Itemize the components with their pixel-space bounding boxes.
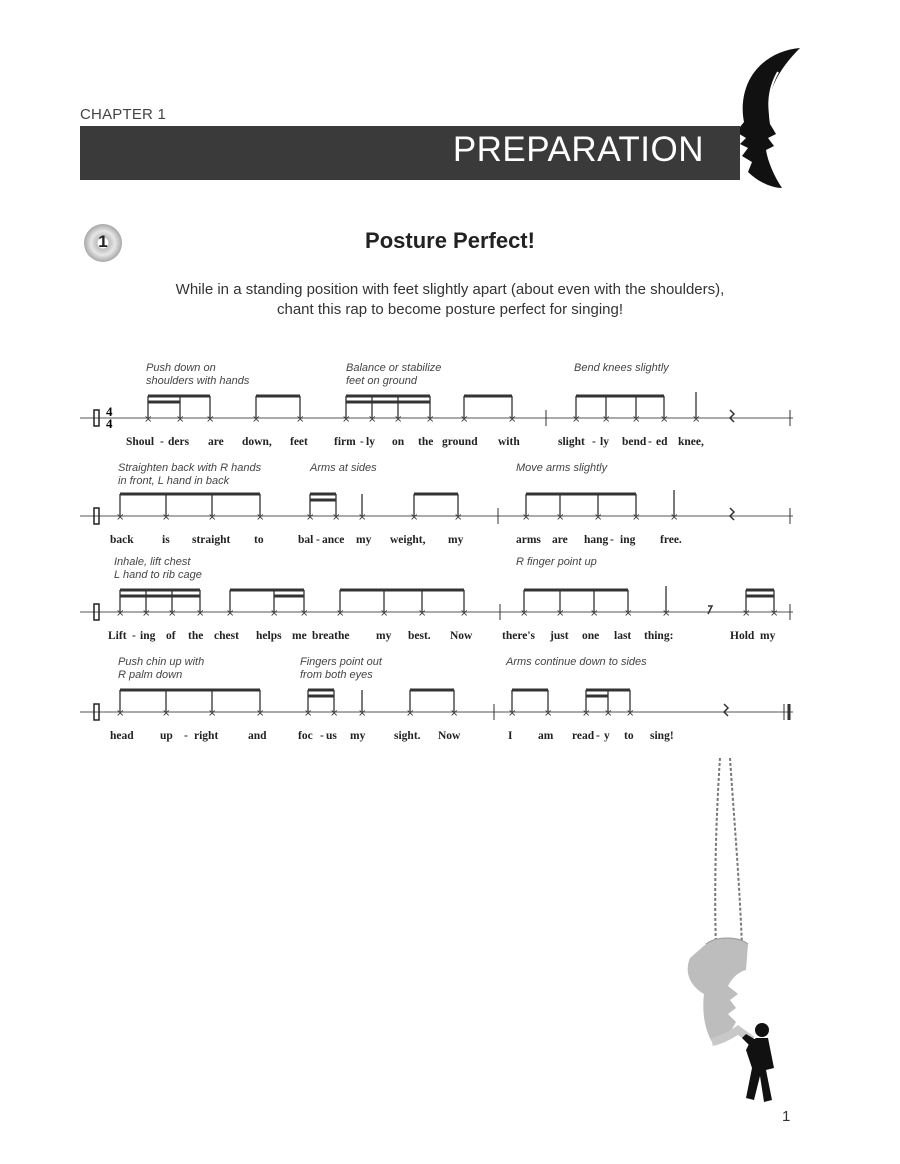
svg-text:×: ×	[336, 608, 345, 619]
section-title: Posture Perfect!	[365, 228, 535, 253]
svg-text:×: ×	[208, 512, 217, 523]
svg-text:×: ×	[256, 708, 265, 719]
svg-text:×: ×	[358, 708, 367, 719]
lyric-hyphen: -	[132, 630, 136, 642]
music-system-2	[80, 460, 795, 560]
svg-text:×: ×	[332, 512, 341, 523]
lyric-syllable: feet	[290, 436, 308, 448]
stage-direction: Inhale, lift chest L hand to rib cage	[114, 556, 202, 581]
svg-text:×: ×	[162, 708, 171, 719]
svg-text:×: ×	[602, 414, 611, 425]
svg-text:×: ×	[594, 512, 603, 523]
svg-text:×: ×	[116, 608, 125, 619]
instruction-line-1: While in a standing position with feet slightly apart (about even with the shoulders),	[175, 281, 725, 298]
lyric-syllable: Now	[438, 730, 461, 742]
stage-direction: Arms at sides	[310, 462, 377, 474]
lyric-syllable: ing	[620, 534, 636, 546]
lyric-syllable: on	[392, 436, 405, 448]
lyric-syllable: and	[248, 730, 267, 742]
svg-text:×: ×	[144, 414, 153, 425]
rhythm-staff	[80, 460, 795, 540]
svg-text:×: ×	[208, 708, 217, 719]
lyric-syllable: ders	[168, 436, 190, 448]
stage-direction: Balance or stabilize feet on ground	[346, 362, 442, 387]
lyric-syllable: Lift	[108, 630, 127, 642]
lyric-syllable: ing	[140, 630, 156, 642]
lyric-syllable: to	[254, 534, 264, 546]
stage-direction: Bend knees slightly	[574, 362, 669, 374]
lyric-syllable: to	[624, 730, 634, 742]
lyric-syllable: there's	[502, 630, 536, 642]
lyric-hyphen: -	[360, 436, 364, 448]
svg-text:×: ×	[418, 608, 427, 619]
stage-direction: Push down on shoulders with hands	[146, 362, 250, 387]
svg-text:×: ×	[632, 414, 641, 425]
lyric-syllable: arms	[516, 534, 541, 546]
svg-text:×: ×	[660, 414, 669, 425]
svg-text:×: ×	[450, 708, 459, 719]
svg-text:×: ×	[368, 414, 377, 425]
lyric-syllable: my	[760, 630, 776, 642]
stage-direction: Fingers point out from both eyes	[300, 656, 382, 681]
lyric-syllable: straight	[192, 534, 231, 546]
lyric-hyphen: -	[596, 730, 600, 742]
lyric-syllable: free.	[660, 534, 682, 546]
lyric-syllable: Shoul	[126, 436, 155, 448]
chapter-label: CHAPTER 1	[80, 106, 166, 123]
lyric-syllable: my	[448, 534, 464, 546]
lyric-syllable: up	[160, 730, 173, 742]
lyric-syllable: the	[418, 436, 434, 448]
svg-text:×: ×	[556, 512, 565, 523]
lyric-syllable: hang	[584, 534, 609, 546]
svg-text:×: ×	[508, 414, 517, 425]
svg-text:×: ×	[624, 608, 633, 619]
lyric-syllable: helps	[256, 630, 282, 642]
lyric-syllable: firm	[334, 436, 356, 448]
svg-text:×: ×	[304, 708, 313, 719]
lyric-syllable: I	[508, 730, 513, 742]
music-system-3	[80, 554, 795, 654]
lyric-syllable: bal	[298, 534, 314, 546]
lyric-syllable: best.	[408, 630, 431, 642]
svg-text:×: ×	[380, 608, 389, 619]
svg-text:×: ×	[406, 708, 415, 719]
lyric-syllable: right	[194, 730, 219, 742]
lyric-syllable: me	[292, 630, 307, 642]
lyric-syllable: down,	[242, 436, 272, 448]
svg-text:×: ×	[168, 608, 177, 619]
lyric-syllable: Hold	[730, 630, 755, 642]
svg-text:×: ×	[544, 708, 553, 719]
svg-text:×: ×	[582, 708, 591, 719]
lyric-syllable: my	[350, 730, 366, 742]
lyric-syllable: sing!	[650, 730, 674, 742]
lyric-syllable: foc	[298, 730, 313, 742]
svg-text:×: ×	[116, 512, 125, 523]
lyric-syllable: ly	[600, 436, 609, 448]
lyric-syllable: ly	[366, 436, 375, 448]
lyric-syllable: chest	[214, 630, 239, 642]
stage-direction: Straighten back with R hands in front, L hand in back	[118, 462, 262, 487]
lyric-syllable: weight,	[390, 534, 426, 546]
lyric-syllable: of	[166, 630, 176, 642]
lyric-syllable: breathe	[312, 630, 350, 642]
chapter-title-banner	[80, 126, 740, 180]
svg-text:×: ×	[206, 414, 215, 425]
lyric-syllable: bend	[622, 436, 647, 448]
time-signature-top: 4	[106, 404, 113, 419]
lyric-syllable: one	[582, 630, 600, 642]
svg-text:×: ×	[256, 512, 265, 523]
svg-text:×: ×	[142, 608, 151, 619]
lyric-syllable: my	[356, 534, 372, 546]
stage-direction: Push chin up with R palm down	[118, 656, 205, 681]
svg-text:×: ×	[604, 708, 613, 719]
svg-text:×: ×	[342, 414, 351, 425]
svg-text:×: ×	[626, 708, 635, 719]
svg-text:×: ×	[520, 608, 529, 619]
svg-text:×: ×	[358, 512, 367, 523]
lyric-hyphen: -	[648, 436, 652, 448]
lyric-syllable: knee,	[678, 436, 704, 448]
lyric-syllable: ground	[442, 436, 478, 448]
svg-text:×: ×	[770, 608, 779, 619]
music-system-1	[80, 360, 795, 460]
rhythm-staff	[80, 360, 795, 440]
lyric-syllable: is	[162, 534, 170, 546]
svg-text:×: ×	[176, 414, 185, 425]
lyric-syllable: the	[188, 630, 204, 642]
instruction-text	[100, 280, 800, 320]
lyric-syllable: Now	[450, 630, 473, 642]
time-signature-bottom: 4	[106, 416, 113, 431]
page-number: 1	[782, 1108, 791, 1125]
stage-direction: Move arms slightly	[516, 462, 608, 474]
svg-text:×: ×	[252, 414, 261, 425]
svg-text:×: ×	[426, 414, 435, 425]
svg-text:×: ×	[300, 608, 309, 619]
svg-text:×: ×	[270, 608, 279, 619]
svg-text:×: ×	[296, 414, 305, 425]
puppeteer-illustration-icon	[676, 758, 796, 1114]
lyric-syllable: ed	[656, 436, 668, 448]
lyric-hyphen: -	[592, 436, 596, 448]
svg-text:×: ×	[116, 708, 125, 719]
lyric-syllable: are	[208, 436, 224, 448]
svg-text:×: ×	[556, 608, 565, 619]
music-system-4	[80, 654, 795, 754]
svg-text:×: ×	[330, 708, 339, 719]
lyric-hyphen: -	[610, 534, 614, 546]
lyric-syllable: last	[614, 630, 632, 642]
lyric-hyphen: -	[316, 534, 320, 546]
svg-text:×: ×	[522, 512, 531, 523]
stage-direction: Arms continue down to sides	[506, 656, 647, 668]
rhythm-staff	[80, 654, 795, 734]
instruction-line-2: chant this rap to become posture perfect for singing!	[276, 301, 624, 318]
lyric-syllable: read	[572, 730, 595, 742]
lyric-syllable: us	[326, 730, 337, 742]
svg-text:×: ×	[670, 512, 679, 523]
lyric-hyphen: -	[320, 730, 324, 742]
lyric-hyphen: -	[184, 730, 188, 742]
svg-text:×: ×	[508, 708, 517, 719]
lyric-syllable: thing:	[644, 630, 674, 642]
lyric-syllable: my	[376, 630, 392, 642]
track-number: 1	[98, 232, 108, 251]
svg-text:×: ×	[394, 414, 403, 425]
lyric-hyphen: -	[160, 436, 164, 448]
lyric-syllable: back	[110, 534, 134, 546]
rhythm-staff	[80, 554, 795, 634]
lyric-syllable: are	[552, 534, 568, 546]
lyric-syllable: just	[550, 630, 569, 642]
svg-text:×: ×	[590, 608, 599, 619]
svg-text:×: ×	[226, 608, 235, 619]
lyric-syllable: y	[604, 730, 610, 742]
stage-direction: R finger point up	[516, 556, 597, 568]
svg-text:×: ×	[692, 414, 701, 425]
svg-text:×: ×	[460, 608, 469, 619]
svg-text:×: ×	[662, 608, 671, 619]
svg-text:×: ×	[306, 512, 315, 523]
lyric-syllable: ance	[322, 534, 345, 546]
svg-text:×: ×	[410, 512, 419, 523]
svg-text:×: ×	[632, 512, 641, 523]
chapter-title: PREPARATION	[452, 130, 704, 169]
svg-text:×: ×	[162, 512, 171, 523]
svg-text:×: ×	[460, 414, 469, 425]
lyric-syllable: sight.	[394, 730, 421, 742]
lyric-syllable: head	[110, 730, 134, 742]
svg-text:×: ×	[572, 414, 581, 425]
svg-text:×: ×	[742, 608, 751, 619]
lyric-syllable: slight	[558, 436, 585, 448]
svg-text:×: ×	[454, 512, 463, 523]
svg-text:×: ×	[196, 608, 205, 619]
lyric-syllable: with	[498, 436, 520, 448]
lyric-syllable: am	[538, 730, 554, 742]
